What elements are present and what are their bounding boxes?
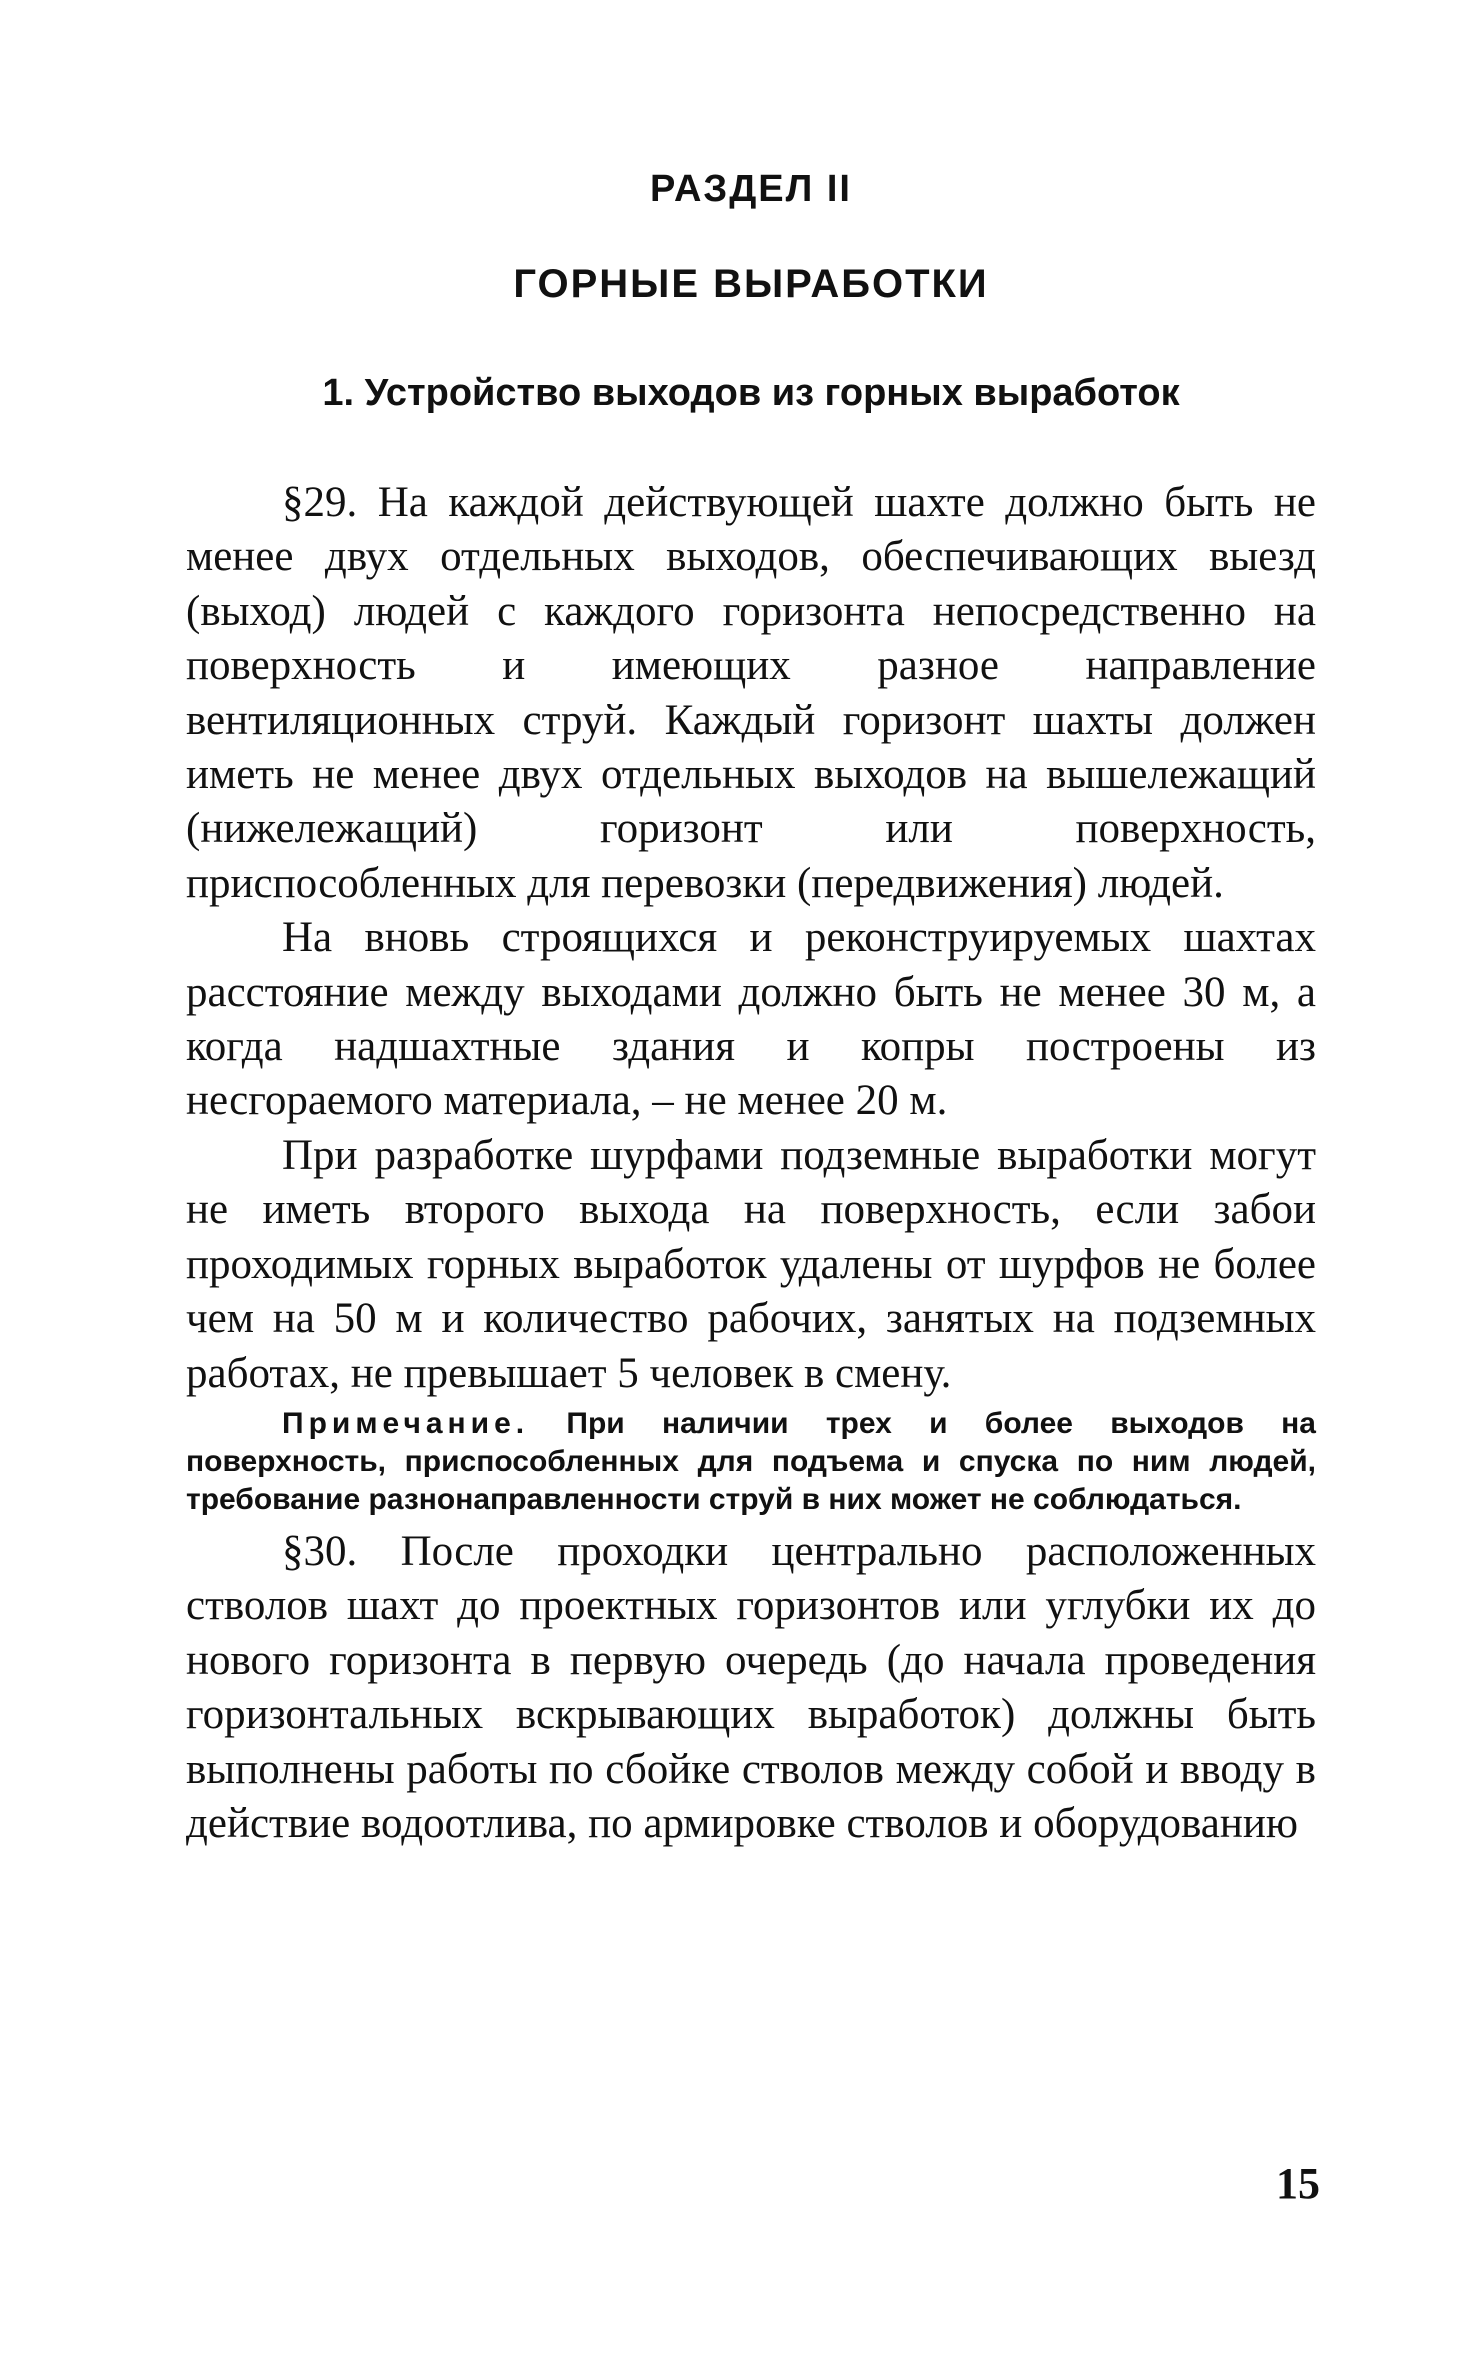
page-number: 15 [1276, 2159, 1320, 2208]
subsection-title: 1. Устройство выходов из горных выработок [322, 372, 1180, 414]
paragraph-29-part-2: На вновь строящихся и реконструируемых шахтах расстояние между выходами должно быть не менее 30 м, а когда надшахтные здания и копры построены из несгораемого материала, – не менее 20 м. [186, 914, 1316, 1125]
note [186, 1405, 1316, 1519]
paragraph-29-part-3: При разработке шурфами подземные выработки могут не иметь второго выхода на поверхность, если забои проходимых горных выработок удалены от шурфов не более чем на 50 м и количество рабочих, занятых на подземных работах, не превышает 5 человек в смену. [186, 1131, 1316, 1397]
paragraph-29: §29. На каждой действующей шахте должно быть не менее двух отдельных выходов, обеспечивающих выезд (выход) людей с каждого горизонта непосредственно на поверхность и имеющих разное направление вентиляционных струй. Каждый горизонт шахты должен иметь не менее двух отдельных выходов на вышележащий (нижележащий) горизонт или поверхность, приспособленных для перевозки (передвижения) людей. [186, 479, 1316, 907]
paragraph-30: §30. После проходки центрально расположенных стволов шахт до проектных горизонтов или углубки их до нового горизонта в первую очередь (до начала проведения горизонтальных вскрывающих выработок) должны быть выполнены работы по сбойке стволов между собой и вводу в действие водоотлива, по армировке стволов и оборудованию [186, 1527, 1316, 1847]
note-text: При наличии трех и более выходов на поверхность, приспособленных для подъема и спуска по ним людей, требование разнонаправленности струй в них может не соблюдаться. [186, 1406, 1316, 1516]
body-text [186, 476, 1316, 1851]
note-label: Примечание. [282, 1406, 530, 1440]
section-title: ГОРНЫЕ ВЫРАБОТКИ [513, 262, 989, 306]
section-label: РАЗДЕЛ II [649, 168, 852, 210]
